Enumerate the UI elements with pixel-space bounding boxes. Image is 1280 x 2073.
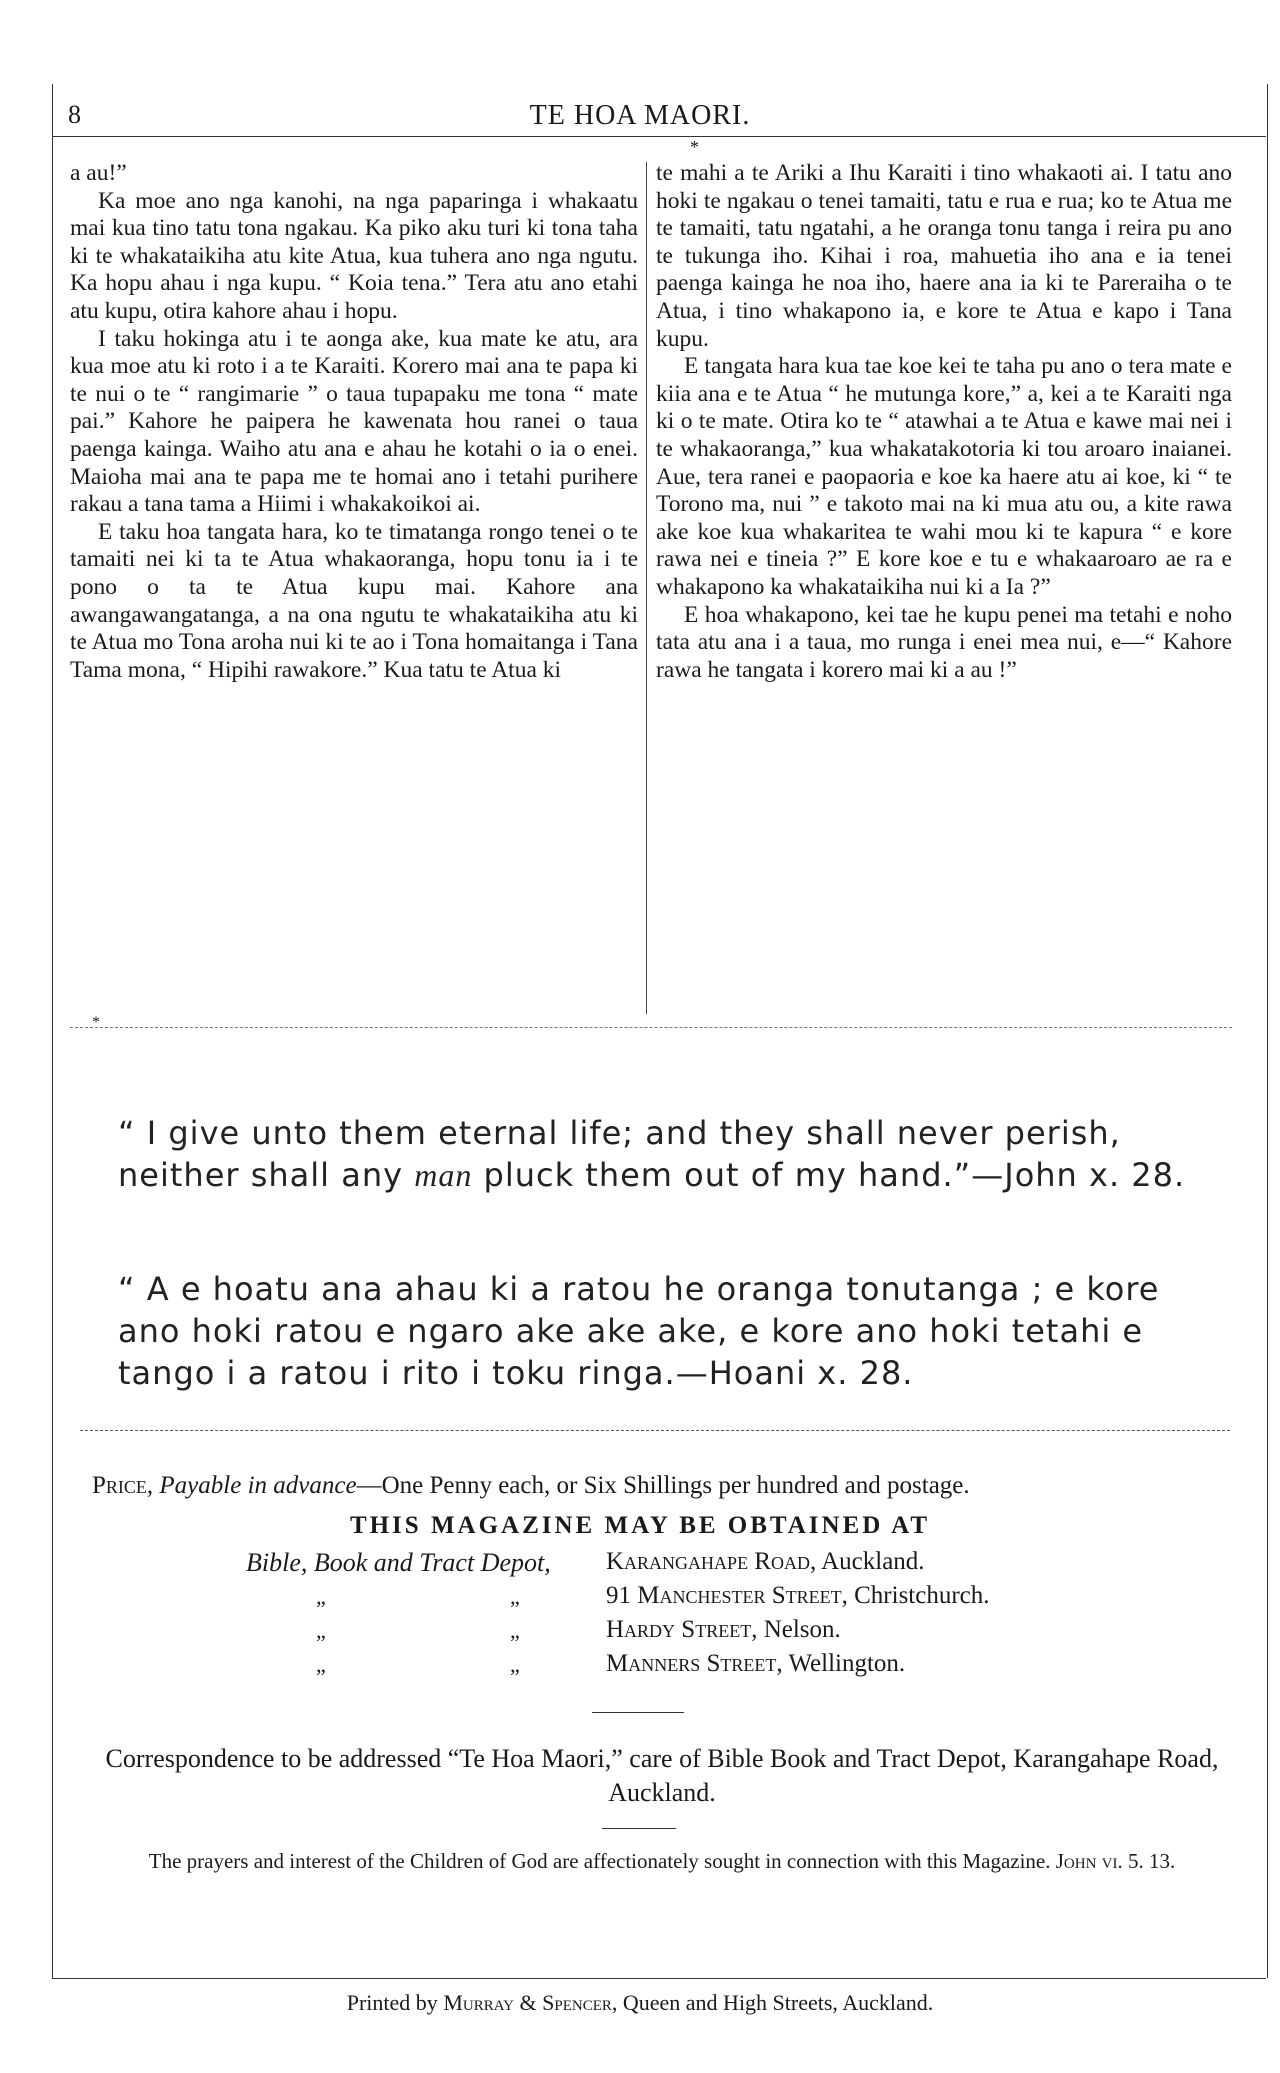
- verse-english: “ I give unto them eternal life; and they shall never perish, neither shall any man pluck them out of my hand.”—John x. 28.: [118, 1114, 1186, 1194]
- printer-imprint: Printed by Murray & Spencer, Queen and High Streets, Auckland.: [346, 1990, 934, 2015]
- left-paragraph-4: E taku hoa tangata hara, ko te timatanga rongo tenei o te tamaiti nei ki ta te Atua whakaoranga, hopu tonu ia i te pono o ta te Atua kupu mai. Kahore ana awangawangatanga, a na ona ngutu te whakataikiha atu ki te Atua mo Tona aroha nui ki te ao i Tona homaitanga i Tana Tama mona, “ Hipihi rawakore.” Kua tatu te Atua ki: [70, 518, 638, 683]
- column-divider: [646, 162, 647, 1014]
- left-column: [70, 160, 638, 684]
- depot-address: Manners Street, Wellington.: [606, 1650, 906, 1677]
- section-divider: [80, 1430, 1230, 1431]
- right-column: [656, 160, 1232, 684]
- prayer-reference: John vi. 5. 13.: [1055, 1849, 1176, 1873]
- obtain-heading: THIS MAGAZINE MAY BE OBTAINED AT: [349, 1512, 931, 1539]
- left-paragraph-2: Ka moe ano nga kanohi, na nga paparinga i whakaatu mai kua tino tatu tona ngakau. Ka piko aku turi ki tona taha ki te whakataikiha atu kite Atua, kua tuhera ano nga ngutu. Ka hopu ahau i nga kupu. “ Koia tena.” Tera atu ano etahi atu kupu, otira kahore ahau i hopu.: [70, 187, 638, 324]
- price-italic: Payable in advance: [159, 1472, 357, 1499]
- ditto-mark: „: [316, 1618, 326, 1643]
- verse-italic-word: man: [414, 1157, 473, 1193]
- depot-address: Karangahape Road, Auckland.: [606, 1548, 925, 1575]
- ditto-mark: „: [510, 1584, 520, 1609]
- column-end-rule: [70, 1027, 1232, 1028]
- header-rule: [52, 136, 1266, 137]
- right-paragraph-2: E tangata hara kua tae koe kei te taha pu ano o tera mate e kiia ana e te Atua “ he mutunga kore,” a, kei a te Karaiti nga ki o te mate. Otira ko te “ atawhai a te Atua e kawe mai nei i te whakaoranga,” kua whakatakotoria ki tou aroaro inaianei. Aue, tera ranei e paopaoria e koe ka haere atu ai koe, ki “ te Torono ma, nui ” e takoto mai na ki mua atu ou, a kite rawa ake koe kua whakaritea te wahi mou ki te kapura “ e kore rawa nei e tineia ?” E kore koe e tu e whakaaroaro ae ra e whakapono ka whakataikiha nui ki a Ia ?”: [656, 353, 1232, 600]
- right-paragraph-1: te mahi a te Ariki a Ihu Karaiti i tino whakaoti ai. I tatu ano hoki te ngakau o tenei tamaiti, tatu e rua e rua; ko te Atua me te tamaiti, tatu ngatahi, a he oranga tonu tanga i reira pu ano te tukunga iho. Kihai i roa, mahuetia iho ana e ia tenei paenga kainga he noa iho, haere ana ia ki te Pareraiha o te Atua, i tino whakapono ia, e kore te Atua e kapo i Tana kupu.: [656, 160, 1232, 352]
- depot-name: Bible, Book and Tract Depot,: [246, 1548, 551, 1577]
- ditto-mark: „: [510, 1652, 520, 1677]
- right-paragraph-3: E hoa whakapono, kei tae he kupu penei ma tetahi e noho tata atu ana i a taua, mo runga i enei mea nui, e—“ Kahore rawa he tangata i korero mai ki a au !”: [656, 601, 1232, 683]
- printer-name: Murray & Spencer,: [443, 1990, 618, 2015]
- price-line: [92, 1472, 1232, 1500]
- verse-maori: “ A e hoatu ana ahau ki a ratou he oranga tonutanga ; e kore ano hoki ratou e ngaro ake ake ake, e kore ano hoki tetahi e tango i a ratou i rito i toku ringa.—Hoani x. 28.: [118, 1270, 1160, 1392]
- price-label: Price,: [92, 1472, 154, 1499]
- footer-rule: [52, 1978, 1266, 1979]
- left-paragraph-3: I taku hokinga atu i te aonga ake, kua mate ke atu, ara kua moe atu ki roto i a te Karaiti. Korero mai ana te papa ki te nui o te “ rangimarie ” o taua tupapaku me tona “ mate pai.” Kahore he paipera he kawenata hou ranei o taua paenga kainga. Waiho atu ana e ahau he kotahi o ia o enei. Maioha mai ana te papa me te homai ano i tetahi purihere rakau a tana tama a Hiimi i whakakoikoi ai.: [70, 325, 638, 518]
- price-rest: —One Penny each, or Six Shillings per hundred and postage.: [356, 1472, 970, 1499]
- short-divider: [602, 1828, 676, 1829]
- left-paragraph-1: a au!”: [70, 160, 127, 186]
- running-title: TE HOA MAORI.: [529, 100, 751, 131]
- prayer-note: The prayers and interest of the Children of God are affectionately sought in connection with this Magazine. John vi. 5. 13.: [148, 1849, 1176, 1873]
- ornament-star: *: [690, 137, 699, 157]
- short-divider: [592, 1712, 684, 1713]
- ditto-mark: „: [510, 1618, 520, 1643]
- page-number: 8: [68, 100, 81, 129]
- depot-address: Hardy Street, Nelson.: [606, 1616, 841, 1643]
- column-end-ornament: *: [92, 1014, 100, 1031]
- depot-address: 91 Manchester Street, Christchurch.: [606, 1582, 990, 1609]
- ditto-mark: „: [316, 1652, 326, 1677]
- correspondence-note: Correspondence to be addressed “Te Hoa Maori,” care of Bible Book and Tract Depot, Karangahape Road, Auckland.: [105, 1744, 1219, 1807]
- ditto-mark: „: [316, 1584, 326, 1609]
